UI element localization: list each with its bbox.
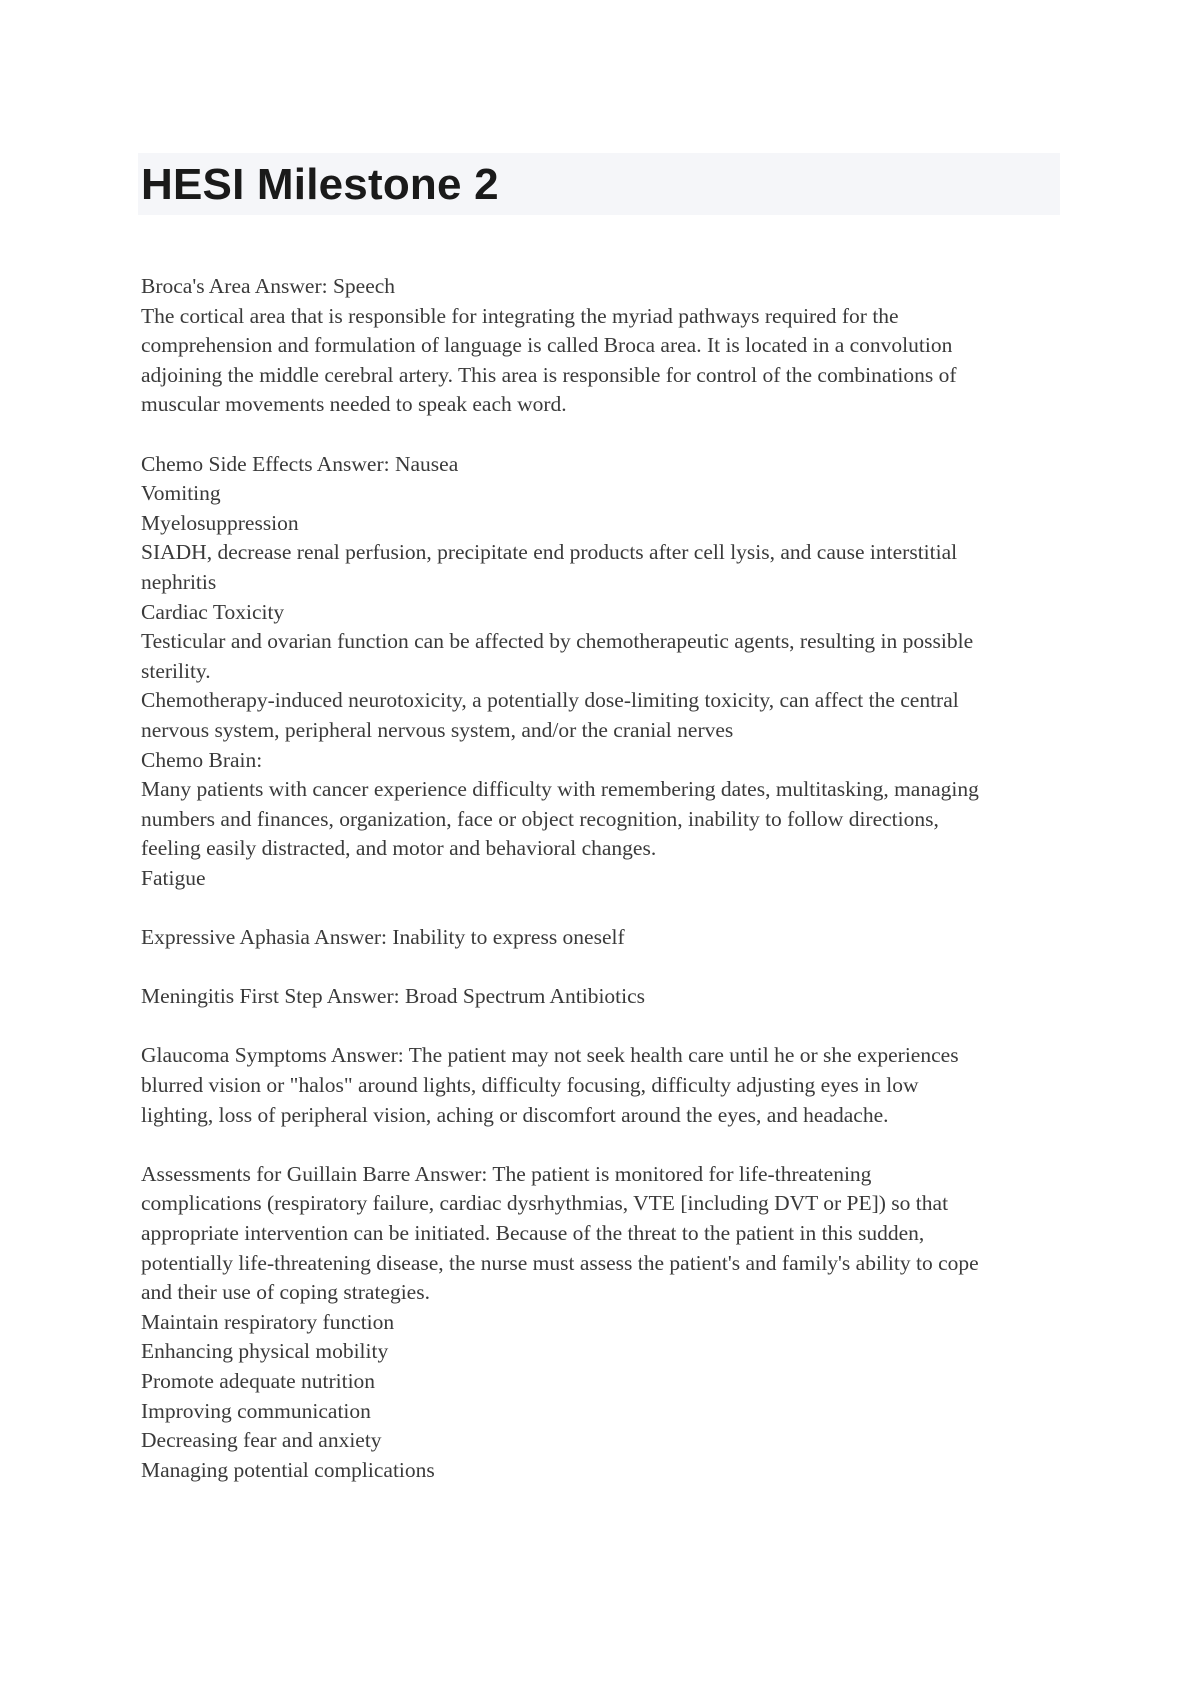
text-line: Chemotherapy-induced neurotoxicity, a potentially dose-limiting toxicity, can affect the central [141,688,959,713]
text-line: Many patients with cancer experience difficulty with remembering dates, multitasking, managing [141,777,979,802]
text-line: lighting, loss of peripheral vision, aching or discomfort around the eyes, and headache. [141,1102,889,1127]
text-line: comprehension and formulation of language is called Broca area. It is located in a convolution [141,333,953,358]
text-line: nephritis [141,569,217,594]
qa-entry-chemo-side-effects [141,450,1071,894]
text-line: complications (respiratory failure, cardiac dysrhythmias, VTE [including DVT or PE]) so that [141,1191,949,1216]
qa-entry-expressive-aphasia [141,923,1071,953]
text-line: Chemo Side Effects Answer: Nausea [141,451,459,476]
text-line: Enhancing physical mobility [141,1339,389,1364]
text-line: blurred vision or "halos" around lights, difficulty focusing, difficulty adjusting eyes in low [141,1073,919,1098]
text-line: appropriate intervention can be initiated. Because of the threat to the patient in this sudden, [141,1221,925,1245]
qa-entry-brocas-area [141,272,1071,420]
text-line: adjoining the middle cerebral artery. This area is responsible for control of the combinations of [141,362,957,387]
text-line: Meningitis First Step Answer: Broad Spectrum Antibiotics [141,984,646,1009]
text-line: Myelosuppression [141,510,299,535]
text-line: Managing potential complications [141,1457,435,1482]
text-line: The cortical area that is responsible for integrating the myriad pathways required for the [141,303,899,328]
text-line: Maintain respiratory function [141,1309,395,1334]
text-line: Decreasing fear and anxiety [141,1428,382,1453]
qa-entry-meningitis [141,982,1071,1012]
text-line: and their use of coping strategies. [141,1280,430,1305]
text-line: Expressive Aphasia Answer: Inability to express oneself [141,925,625,950]
text-line: numbers and finances, organization, face or object recognition, inability to follow directions, [141,806,939,831]
text-line: Testicular and ovarian function can be affected by chemotherapeutic agents, resulting in possible [141,629,974,654]
text-line: muscular movements needed to speak each word. [141,392,567,417]
text-line: Glaucoma Symptoms Answer: The patient may not seek health care until he or she experiences [141,1043,959,1068]
qa-entry-guillain-barre [141,1160,1071,1486]
text-line: Chemo Brain: [141,747,263,772]
text-line: Broca's Area Answer: Speech [141,274,396,298]
text-line: Vomiting [141,481,221,506]
text-line: Improving communication [141,1398,371,1423]
text-line: potentially life-threatening disease, the nurse must assess the patient's and family's ability to cope [141,1250,979,1275]
document-body [141,272,1071,1515]
text-line: Assessments for Guillain Barre Answer: The patient is monitored for life-threatening [141,1161,872,1186]
text-line: Cardiac Toxicity [141,599,285,624]
text-line: feeling easily distracted, and motor and behavioral changes. [141,836,657,861]
text-line: Fatigue [141,865,206,890]
text-line: SIADH, decrease renal perfusion, precipitate end products after cell lysis, and cause interstitial [141,540,958,565]
text-line: sterility. [141,658,211,683]
document-title: HESI Milestone 2 [141,160,499,209]
qa-entry-glaucoma [141,1041,1071,1130]
text-line: nervous system, peripheral nervous system, and/or the cranial nerves [141,717,734,742]
text-line: Promote adequate nutrition [141,1368,376,1393]
